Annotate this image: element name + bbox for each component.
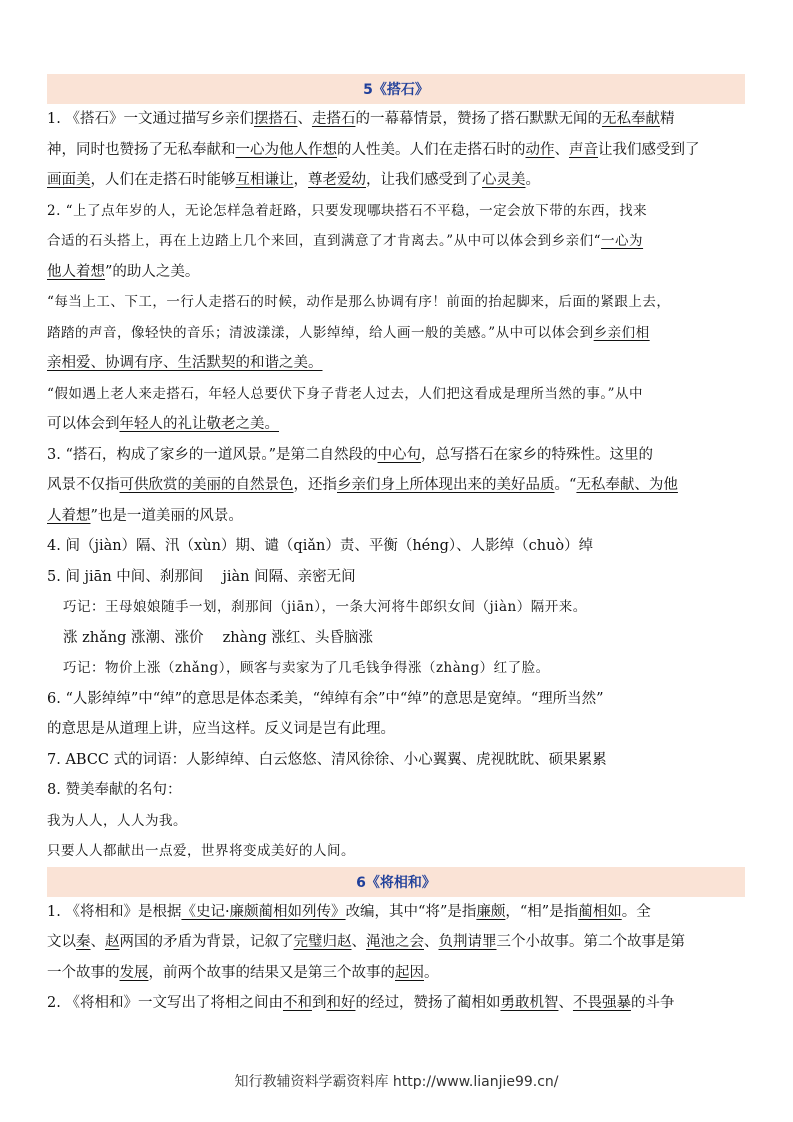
text: 的人性美。人们在走搭石时的 <box>337 141 526 158</box>
text: 三个小故事。第二个故事是第 <box>496 934 685 950</box>
underlined-text: 发展 <box>119 964 149 981</box>
text: 到 <box>311 995 327 1011</box>
text: 的一幕幕情景，赞扬了搭石默默无闻的 <box>355 111 602 127</box>
underlined-text: 乡亲们相 <box>593 324 650 341</box>
text: 3. “搭石，构成了家乡的一道风景。”是第二自然段的 <box>47 446 378 463</box>
underlined-text: 可供欣赏的美丽的自然景色 <box>119 477 294 493</box>
underlined-text: 不畏强暴 <box>572 995 631 1011</box>
text: 可以体会到 <box>47 416 120 432</box>
paragraph-8-line-1 <box>47 775 745 806</box>
paragraph-2-line-3 <box>47 257 745 288</box>
section-title: 5《搭石》 <box>363 82 429 98</box>
text: 我为人人，人人为我。 <box>47 812 187 829</box>
paragraph-2-line-2 <box>47 226 745 257</box>
underlined-text: 蔺相如 <box>578 903 622 920</box>
underlined-text: 亲相爱、协调有序、生活默契的和谐之美。 <box>47 355 323 371</box>
text: 踏踏的声音，像轻快的音乐；清波漾漾，人影绰绰，给人画一般的美感。”从中可以体会到 <box>47 324 594 341</box>
document-page <box>47 74 745 1019</box>
text: ，人们在走搭石时能够 <box>90 172 236 188</box>
section-heading-5 <box>47 74 745 104</box>
section-heading-6 <box>47 867 745 897</box>
text: 、 <box>424 934 439 950</box>
text: 的斗争 <box>630 995 675 1011</box>
paragraph-8-line-3 <box>47 836 745 867</box>
text: 只要人人都献出一点爱，世界将变成美好的人间。 <box>47 843 355 859</box>
underlined-text: 人着想 <box>47 507 91 524</box>
underlined-text: 心灵美 <box>482 172 526 188</box>
paragraph-3-line-3 <box>47 501 745 532</box>
text: 7. ABCC 式的词语：人影绰绰、白云悠悠、清风徐徐、小心翼翼、虎视眈眈、硕果累累 <box>47 751 607 768</box>
paragraph-1-line-1 <box>47 104 745 135</box>
paragraph-2-line-4 <box>47 287 745 318</box>
text: 改编，其中“将”是指 <box>345 903 477 920</box>
text: 、 <box>554 141 569 158</box>
underlined-text: 无私奉献、为他 <box>576 477 678 493</box>
underlined-text: 走搭石 <box>311 111 356 127</box>
text: 5. 间 jiān 中间、刹那间 jiàn 间隔、亲密无间 <box>47 568 356 585</box>
text: ”的助人之美。 <box>105 263 200 280</box>
underlined-text: 不和 <box>282 995 312 1011</box>
text: 文以 <box>47 934 76 950</box>
underlined-text: 画面美 <box>47 172 91 188</box>
text: 涨 zhǎng 涨潮、涨价 zhàng 涨红、头昏脑涨 <box>63 629 373 646</box>
text: 、 <box>558 995 573 1011</box>
underlined-text: 和好 <box>326 995 356 1011</box>
underlined-text: 完璧归赵 <box>293 934 352 950</box>
text: ，总写搭石在家乡的特殊性。这里的 <box>421 446 654 463</box>
paragraph-5-line-4 <box>47 653 745 684</box>
underlined-text: 他人着想 <box>47 263 105 280</box>
paragraph-6-line-1 <box>47 684 745 715</box>
underlined-text: 勇敢机智 <box>500 995 559 1011</box>
text: ，“相”是指 <box>505 903 579 920</box>
underlined-text: 互相谦让 <box>235 172 294 188</box>
page-footer <box>0 1071 793 1091</box>
text: 2. “上了点年岁的人，无论怎样急着赶路，只要发现哪块搭石不平稳，一定会放下带的东西，找来 <box>47 202 648 219</box>
paragraph-1-line-2 <box>47 135 745 166</box>
underlined-text: 一心为 <box>601 233 644 249</box>
text: ，前两个故事的结果又是第三个故事的 <box>148 964 395 981</box>
underlined-text: 负荆请罪 <box>438 934 497 950</box>
text: 两国的矛盾为背景，记叙了 <box>119 934 294 950</box>
paragraph-5-line-2 <box>47 592 745 623</box>
text: 神，同时也赞扬了无私奉献和 <box>47 141 236 158</box>
underlined-text: 声音 <box>569 141 598 158</box>
paragraph-5-line-1 <box>47 562 745 593</box>
underlined-text: 赵 <box>105 934 120 950</box>
paragraph-5-line-3 <box>47 623 745 654</box>
paragraph-6-line-2 <box>47 714 745 745</box>
text: 、 <box>297 111 312 127</box>
text: ，让我们感受到了 <box>366 172 482 188</box>
underlined-text: 渑池之会 <box>366 934 424 950</box>
underlined-text: 秦 <box>76 934 91 950</box>
footer-text: 知行教辅资料学霸资料库 http://www.lianjie99.cn/ <box>234 1074 559 1090</box>
text: 巧记：物价上涨（zhǎng），顾客与卖家为了几毛钱争得涨（zhàng）红了脸。 <box>63 660 550 676</box>
s6-paragraph-2-line-1 <box>47 988 745 1019</box>
text: ”也是一道美丽的风景。 <box>90 507 243 524</box>
text: 8. 赞美奉献的名句： <box>47 782 182 798</box>
text: 一个故事的 <box>47 964 120 981</box>
text: 。 <box>525 172 540 188</box>
paragraph-2-line-8 <box>47 409 745 440</box>
text: 。全 <box>621 903 651 920</box>
underlined-text: 一心为他人作想 <box>235 141 337 158</box>
underlined-text: 《史记·廉颇蔺相如列传》 <box>181 903 346 920</box>
underlined-text: 中心句 <box>377 446 422 463</box>
underlined-text: 尊老爱幼 <box>308 172 366 188</box>
s6-paragraph-1-line-2 <box>47 927 745 958</box>
text: 风景不仅指 <box>47 477 120 493</box>
text: 精 <box>659 111 675 127</box>
text: 让我们感受到了 <box>598 141 700 158</box>
paragraph-2-line-1 <box>47 196 745 227</box>
paragraph-8-line-2 <box>47 806 745 837</box>
paragraph-1-line-3 <box>47 165 745 196</box>
underlined-text: 起因 <box>395 964 424 981</box>
paragraph-3-line-2 <box>47 470 745 501</box>
paragraph-3-line-1 <box>47 440 745 471</box>
text: 1. 《将相和》是根据 <box>47 903 182 920</box>
text: 。 <box>424 964 439 981</box>
text: 的经过，赞扬了蔺相如 <box>355 995 501 1011</box>
text: 、 <box>90 934 105 950</box>
underlined-text: 廉颇 <box>476 903 506 920</box>
underlined-text: 无私奉献 <box>601 111 660 127</box>
paragraph-4 <box>47 531 745 562</box>
text: 合适的石头搭上，再在上边踏上几个来回，直到满意了才肯离去。”从中可以体会到乡亲们“ <box>47 233 602 249</box>
text: 1. 《搭石》一文通过描写乡亲们 <box>47 111 254 127</box>
text: “每当上工、下工，一行人走搭石的时候，动作是那么协调有序！前面的抬起脚来，后面的紧跟上去， <box>47 294 671 310</box>
s6-paragraph-1-line-1 <box>47 897 745 928</box>
underlined-text: 乡亲们身上所体现出来的美好品质 <box>337 477 555 493</box>
text: 6. “人影绰绰”中“绰”的意思是体态柔美，“绰绰有余”中“绰”的意思是宽绰。“理所当然” <box>47 690 604 707</box>
text: 、 <box>351 934 366 950</box>
underlined-text: 年轻人的礼让敬老之美。 <box>119 416 279 432</box>
section-title: 6《将相和》 <box>356 874 436 891</box>
text: ， <box>293 172 308 188</box>
paragraph-7 <box>47 745 745 776</box>
paragraph-2-line-6 <box>47 348 745 379</box>
paragraph-2-line-7 <box>47 379 745 410</box>
text: 2. 《将相和》一文写出了将相之间由 <box>47 995 283 1011</box>
text: “假如遇上老人来走搭石，年轻人总要伏下身子背老人过去，人们把这看成是理所当然的事。”从中 <box>47 385 644 402</box>
text: ，还指 <box>293 477 337 493</box>
text: 的意思是从道理上讲，应当这样。反义词是岂有此理。 <box>47 721 395 737</box>
paragraph-2-line-5 <box>47 318 745 349</box>
underlined-text: 动作 <box>525 141 555 158</box>
text: 。“ <box>554 477 577 493</box>
underlined-text: 摆搭石 <box>253 111 298 127</box>
text: 巧记：王母娘娘随手一划，刹那间（jiān），一条大河将牛郎织女间（jiàn）隔开来。 <box>63 599 587 615</box>
s6-paragraph-1-line-3 <box>47 958 745 989</box>
text: 4. 间（jiàn）隔、汛（xùn）期、谴（qiǎn）责、平衡（héng）、人影绰（chuò）绰 <box>47 538 594 554</box>
